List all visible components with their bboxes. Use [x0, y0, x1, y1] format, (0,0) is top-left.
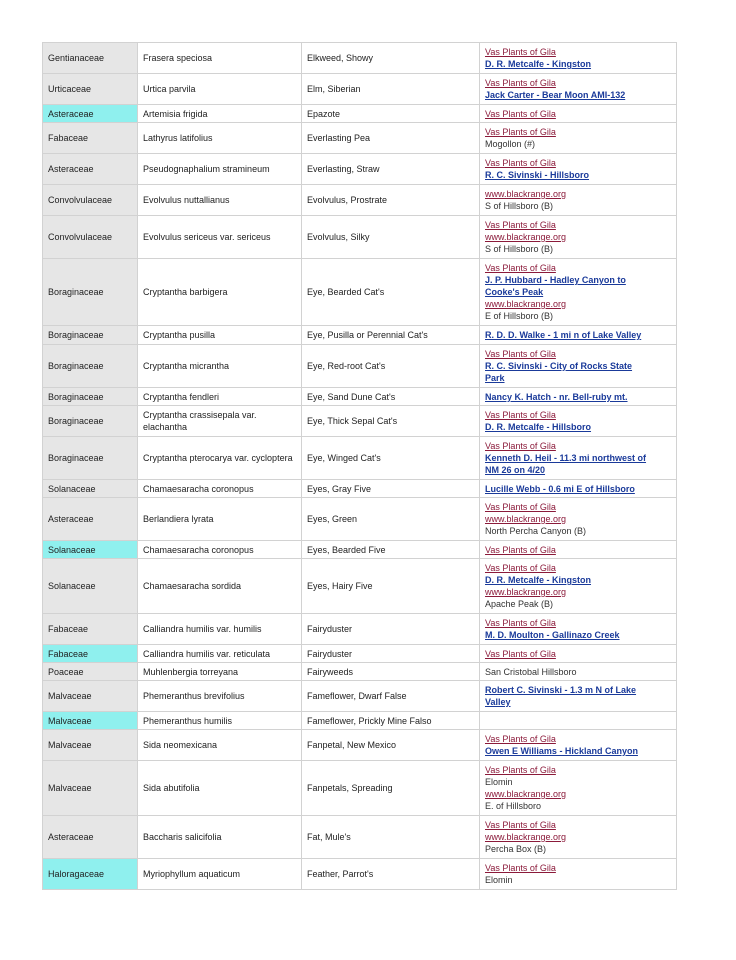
- table-row: [43, 326, 677, 345]
- location-text: San Cristobal Hillsboro: [485, 666, 577, 677]
- table-row: [43, 437, 677, 480]
- common-name-cell: Fairyweeds: [302, 663, 480, 681]
- common-name-cell: Fat, Mule's: [302, 816, 480, 859]
- collector-link[interactable]: M. D. Moulton - Gallinazo Creek: [485, 630, 620, 640]
- family-cell: Malvaceae: [43, 681, 138, 712]
- source-link[interactable]: Vas Plants of Gila: [485, 47, 556, 57]
- common-name-cell: Eyes, Gray Five: [302, 480, 480, 498]
- common-name-cell: Fanpetal, New Mexico: [302, 730, 480, 761]
- location-text: E of Hillsboro (B): [485, 311, 554, 321]
- common-name-cell: Eye, Winged Cat's: [302, 437, 480, 480]
- source-link[interactable]: Vas Plants of Gila: [485, 108, 556, 119]
- location-text: North Percha Canyon (B): [485, 526, 587, 536]
- source-link[interactable]: Vas Plants of Gila: [485, 563, 556, 573]
- source-link[interactable]: Vas Plants of Gila: [485, 863, 556, 873]
- location-text: Percha Box (B): [485, 844, 547, 854]
- location-cell: [480, 681, 677, 712]
- table-body: [43, 43, 677, 890]
- location-text: Elomin: [485, 777, 513, 787]
- family-cell: Convolvulaceae: [43, 216, 138, 259]
- location-cell: [480, 123, 677, 154]
- common-name-cell: Epazote: [302, 105, 480, 123]
- common-name-cell: Evolvulus, Silky: [302, 216, 480, 259]
- common-name-cell: Everlasting, Straw: [302, 154, 480, 185]
- common-name-cell: Fairyduster: [302, 645, 480, 663]
- scientific-name-cell: Berlandiera lyrata: [138, 498, 302, 541]
- table-row: [43, 259, 677, 326]
- collector-link[interactable]: D. R. Metcalfe - Kingston: [485, 575, 592, 585]
- collector-link[interactable]: R. C. Sivinski - City of Rocks State: [485, 361, 633, 371]
- source-link[interactable]: Vas Plants of Gila: [485, 349, 556, 359]
- location-cell: [480, 154, 677, 185]
- common-name-cell: Elm, Siberian: [302, 74, 480, 105]
- source-link[interactable]: Vas Plants of Gila: [485, 78, 556, 88]
- location-cell: [480, 541, 677, 559]
- location-text: S of Hillsboro (B): [485, 201, 554, 211]
- collector-link[interactable]: Cooke's Peak: [485, 287, 544, 297]
- family-cell: Asteraceae: [43, 498, 138, 541]
- family-cell: Fabaceae: [43, 614, 138, 645]
- scientific-name-cell: Evolvulus nuttallianus: [138, 185, 302, 216]
- location-cell: [480, 74, 677, 105]
- table-row: [43, 74, 677, 105]
- family-cell: Urticaceae: [43, 74, 138, 105]
- source-link[interactable]: www.blackrange.org: [485, 789, 567, 799]
- common-name-cell: Eye, Red-root Cat's: [302, 345, 480, 388]
- location-cell: [480, 437, 677, 480]
- scientific-name-cell: Sida abutifolia: [138, 761, 302, 816]
- common-name-cell: Eye, Pusilla or Perennial Cat's: [302, 326, 480, 345]
- collector-link[interactable]: Nancy K. Hatch - nr. Bell-ruby mt.: [485, 391, 628, 402]
- location-text: E. of Hillsboro: [485, 801, 542, 811]
- location-cell: [480, 345, 677, 388]
- scientific-name-cell: Evolvulus sericeus var. sericeus: [138, 216, 302, 259]
- source-link[interactable]: Vas Plants of Gila: [485, 127, 556, 137]
- table-row: [43, 480, 677, 498]
- scientific-name-cell: Pseudognaphalium stramineum: [138, 154, 302, 185]
- source-link[interactable]: www.blackrange.org: [485, 189, 567, 199]
- location-cell: [480, 816, 677, 859]
- table-row: [43, 730, 677, 761]
- source-link[interactable]: www.blackrange.org: [485, 232, 567, 242]
- location-cell: [480, 326, 677, 345]
- collector-link[interactable]: Valley: [485, 697, 511, 707]
- source-link[interactable]: Vas Plants of Gila: [485, 765, 556, 775]
- common-name-cell: Evolvulus, Prostrate: [302, 185, 480, 216]
- table-row: [43, 43, 677, 74]
- scientific-name-cell: Chamaesaracha sordida: [138, 559, 302, 614]
- common-name-cell: Everlasting Pea: [302, 123, 480, 154]
- collector-link[interactable]: R. D. D. Walke - 1 mi n of Lake Valley: [485, 330, 642, 340]
- source-link[interactable]: Vas Plants of Gila: [485, 502, 556, 512]
- collector-link[interactable]: Robert C. Sivinski - 1.3 m N of Lake: [485, 685, 637, 695]
- table-row: [43, 388, 677, 406]
- collector-link[interactable]: Jack Carter - Bear Moon AMI-132: [485, 90, 626, 100]
- scientific-name-cell: Chamaesaracha coronopus: [138, 541, 302, 559]
- family-cell: Gentianaceae: [43, 43, 138, 74]
- common-name-cell: Feather, Parrot's: [302, 859, 480, 890]
- family-cell: Malvaceae: [43, 761, 138, 816]
- family-cell: Boraginaceae: [43, 437, 138, 480]
- source-link[interactable]: Vas Plants of Gila: [485, 820, 556, 830]
- source-link[interactable]: Vas Plants of Gila: [485, 220, 556, 230]
- location-cell: [480, 663, 677, 681]
- family-cell: Haloragaceae: [43, 859, 138, 890]
- collector-link[interactable]: D. R. Metcalfe - Kingston: [485, 59, 592, 69]
- common-name-cell: Eyes, Bearded Five: [302, 541, 480, 559]
- collector-link[interactable]: Lucille Webb - 0.6 mi E of Hillsboro: [485, 483, 635, 494]
- common-name-cell: Eye, Thick Sepal Cat's: [302, 406, 480, 437]
- scientific-name-cell: Cryptantha barbigera: [138, 259, 302, 326]
- location-cell: [480, 185, 677, 216]
- scientific-name-cell: Cryptantha pusilla: [138, 326, 302, 345]
- collector-link[interactable]: J. P. Hubbard - Hadley Canyon to: [485, 275, 626, 285]
- family-cell: Boraginaceae: [43, 326, 138, 345]
- location-cell: [480, 859, 677, 890]
- location-cell: [480, 498, 677, 541]
- family-cell: Asteraceae: [43, 816, 138, 859]
- location-cell: [480, 216, 677, 259]
- table-row: [43, 761, 677, 816]
- table-row: [43, 559, 677, 614]
- source-link[interactable]: Vas Plants of Gila: [485, 618, 556, 628]
- table-row: [43, 105, 677, 123]
- table-row: [43, 185, 677, 216]
- location-cell: [480, 259, 677, 326]
- location-cell: [480, 388, 677, 406]
- common-name-cell: Fairyduster: [302, 614, 480, 645]
- family-cell: Fabaceae: [43, 123, 138, 154]
- table-row: [43, 123, 677, 154]
- table-row: [43, 712, 677, 730]
- location-cell: [480, 43, 677, 74]
- source-link[interactable]: www.blackrange.org: [485, 587, 567, 597]
- table-row: [43, 498, 677, 541]
- location-cell: [480, 105, 677, 123]
- location-text: Mogollon (#): [485, 139, 536, 149]
- table-row: [43, 216, 677, 259]
- common-name-cell: Eye, Bearded Cat's: [302, 259, 480, 326]
- source-link[interactable]: www.blackrange.org: [485, 299, 567, 309]
- table-row: [43, 816, 677, 859]
- common-name-cell: Eyes, Green: [302, 498, 480, 541]
- scientific-name-cell: Urtica parvila: [138, 74, 302, 105]
- common-name-cell: Fanpetals, Spreading: [302, 761, 480, 816]
- table-row: [43, 154, 677, 185]
- location-cell: [480, 480, 677, 498]
- scientific-name-cell: Chamaesaracha coronopus: [138, 480, 302, 498]
- location-cell: [480, 712, 677, 730]
- location-cell: [480, 761, 677, 816]
- scientific-name-cell: Sida neomexicana: [138, 730, 302, 761]
- source-link[interactable]: Vas Plants of Gila: [485, 263, 556, 273]
- family-cell: Asteraceae: [43, 154, 138, 185]
- table-row: [43, 614, 677, 645]
- plant-table: [42, 42, 677, 890]
- location-cell: [480, 559, 677, 614]
- family-cell: Malvaceae: [43, 730, 138, 761]
- location-text: Elomin: [485, 875, 513, 885]
- location-cell: [480, 614, 677, 645]
- scientific-name-cell: Baccharis salicifolia: [138, 816, 302, 859]
- table-row: [43, 859, 677, 890]
- location-text: Apache Peak (B): [485, 599, 554, 609]
- family-cell: Boraginaceae: [43, 406, 138, 437]
- collector-link[interactable]: Owen E Williams - Hickland Canyon: [485, 746, 638, 756]
- location-cell: [480, 406, 677, 437]
- collector-link[interactable]: NM 26 on 4/20: [485, 465, 546, 475]
- family-cell: Solanaceae: [43, 480, 138, 498]
- family-cell: Convolvulaceae: [43, 185, 138, 216]
- common-name-cell: Eyes, Hairy Five: [302, 559, 480, 614]
- scientific-name-cell: Myriophyllum aquaticum: [138, 859, 302, 890]
- common-name-cell: Eye, Sand Dune Cat's: [302, 388, 480, 406]
- location-text: S of Hillsboro (B): [485, 244, 554, 254]
- family-cell: Boraginaceae: [43, 345, 138, 388]
- source-link[interactable]: www.blackrange.org: [485, 832, 567, 842]
- family-cell: Boraginaceae: [43, 259, 138, 326]
- table-row: [43, 663, 677, 681]
- scientific-name-cell: Frasera speciosa: [138, 43, 302, 74]
- collector-link[interactable]: Park: [485, 373, 505, 383]
- scientific-name-cell: Cryptantha pterocarya var. cycloptera: [138, 437, 302, 480]
- common-name-cell: Fameflower, Dwarf False: [302, 681, 480, 712]
- scientific-name-cell: Muhlenbergia torreyana: [138, 663, 302, 681]
- table-row: [43, 681, 677, 712]
- location-cell: [480, 730, 677, 761]
- table-row: [43, 345, 677, 388]
- scientific-name-cell: Calliandra humilis var. reticulata: [138, 645, 302, 663]
- table-row: [43, 541, 677, 559]
- family-cell: Fabaceae: [43, 645, 138, 663]
- family-cell: Solanaceae: [43, 541, 138, 559]
- collector-link[interactable]: D. R. Metcalfe - Hillsboro: [485, 422, 592, 432]
- location-cell: [480, 645, 677, 663]
- scientific-name-cell: Phemeranthus brevifolius: [138, 681, 302, 712]
- collector-link[interactable]: Kenneth D. Heil - 11.3 mi northwest of: [485, 453, 647, 463]
- scientific-name-cell: Cryptantha fendleri: [138, 388, 302, 406]
- source-link[interactable]: Vas Plants of Gila: [485, 544, 556, 555]
- common-name-cell: Fameflower, Prickly Mine Falso: [302, 712, 480, 730]
- family-cell: Boraginaceae: [43, 388, 138, 406]
- scientific-name-cell: Cryptantha micrantha: [138, 345, 302, 388]
- family-cell: Poaceae: [43, 663, 138, 681]
- scientific-name-cell: Cryptantha crassisepala var. elachantha: [138, 406, 302, 437]
- scientific-name-cell: Calliandra humilis var. humilis: [138, 614, 302, 645]
- family-cell: Malvaceae: [43, 712, 138, 730]
- collector-link[interactable]: R. C. Sivinski - Hillsboro: [485, 170, 590, 180]
- source-link[interactable]: Vas Plants of Gila: [485, 441, 556, 451]
- scientific-name-cell: Artemisia frigida: [138, 105, 302, 123]
- common-name-cell: Elkweed, Showy: [302, 43, 480, 74]
- source-link[interactable]: www.blackrange.org: [485, 514, 567, 524]
- family-cell: Solanaceae: [43, 559, 138, 614]
- scientific-name-cell: Phemeranthus humilis: [138, 712, 302, 730]
- family-cell: Asteraceae: [43, 105, 138, 123]
- source-link[interactable]: Vas Plants of Gila: [485, 734, 556, 744]
- source-link[interactable]: Vas Plants of Gila: [485, 648, 556, 659]
- source-link[interactable]: Vas Plants of Gila: [485, 410, 556, 420]
- source-link[interactable]: Vas Plants of Gila: [485, 158, 556, 168]
- table-row: [43, 406, 677, 437]
- table-row: [43, 645, 677, 663]
- scientific-name-cell: Lathyrus latifolius: [138, 123, 302, 154]
